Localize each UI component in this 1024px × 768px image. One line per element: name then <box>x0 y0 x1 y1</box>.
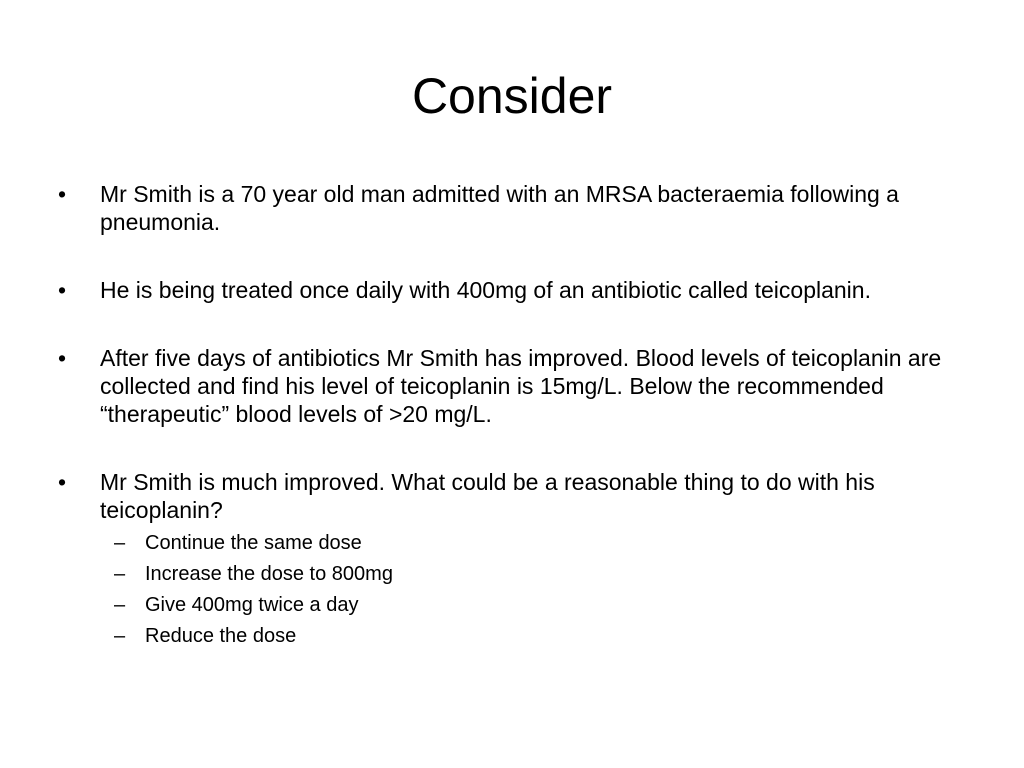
option-item <box>100 559 968 590</box>
bullet-item <box>58 468 968 652</box>
option-list <box>100 528 968 652</box>
option-text: Increase the dose to 800mg <box>145 563 393 585</box>
option-item <box>100 528 968 559</box>
option-item <box>100 621 968 652</box>
bullet-marker: • <box>58 345 67 371</box>
bullet-text: He is being treated once daily with 400mg of an antibiotic called teicoplanin. <box>100 277 871 303</box>
bullet-list <box>58 180 968 652</box>
bullet-text: Mr Smith is a 70 year old man admitted with an MRSA bacteraemia following a pneumonia. <box>100 181 899 235</box>
bullet-marker: • <box>58 181 67 207</box>
dash-marker: – <box>114 532 126 554</box>
bullet-text: After five days of antibiotics Mr Smith has improved. Blood levels of teicoplanin are collected and find his level of teicoplanin is 15mg/L. Below the recommended “therapeutic” blood levels of >20 mg/L. <box>100 345 942 427</box>
option-text: Continue the same dose <box>145 532 362 554</box>
dash-marker: – <box>114 594 126 616</box>
bullet-text: Mr Smith is much improved. What could be a reasonable thing to do with his teicoplanin? <box>100 469 875 523</box>
option-text: Reduce the dose <box>145 625 297 647</box>
bullet-marker: • <box>58 277 67 303</box>
option-text: Give 400mg twice a day <box>145 594 359 616</box>
slide-title: Consider <box>411 68 613 124</box>
bullet-marker: • <box>58 469 67 495</box>
dash-marker: – <box>114 563 126 585</box>
bullet-item <box>58 344 968 428</box>
bullet-item <box>58 276 968 304</box>
dash-marker: – <box>114 625 126 647</box>
option-item <box>100 590 968 621</box>
bullet-item <box>58 180 968 236</box>
